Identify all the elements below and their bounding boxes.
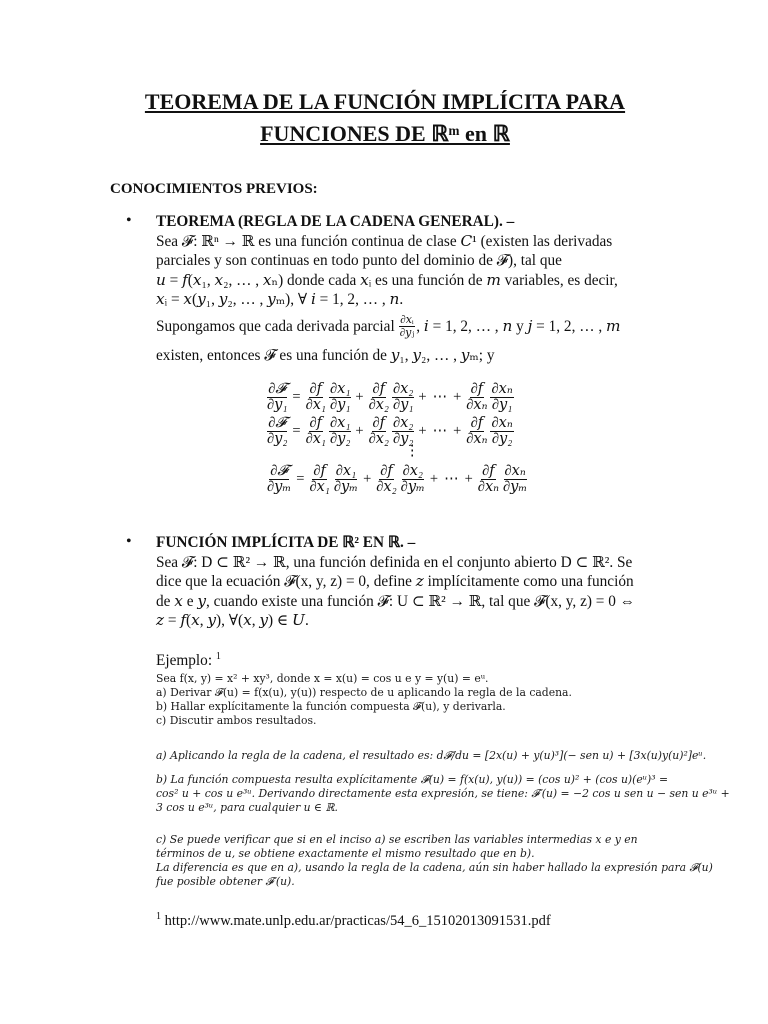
chain-rule-theorem xyxy=(156,212,656,310)
example-answer-a: a) Aplicando la regla de la cadena, el resultado es: d𝓕/du = [2x(u) + y(u)³](− sen u) + [3x(u)y(u)²]eᵘ. xyxy=(156,749,707,762)
implicit-heading: FUNCIÓN IMPLÍCITA DE ℝ² EN ℝ. – xyxy=(156,534,416,551)
partial-fraction: $\frac{\text{∂𝑥ᵢ}}{\text{∂𝑦ⱼ}}$ xyxy=(399,314,415,339)
equation-row-m: $\frac{\text{∂𝓕}}{\text{∂𝑦ₘ}}$ = $\frac{\text{∂𝑓}}{\text{∂𝑥₁}}$ $\frac{\text{∂𝑥₁}}{\text{∂𝑦ₘ}}$ + $\frac{\text{∂𝑓}}{\text{∂𝑥₂}}$ $\frac{\text{∂𝑥₂}}{\text{∂𝑦ₘ}}$ + ⋯ + $\frac{\text{∂𝑓}}{\text{∂𝑥ₙ}}$ $\frac{\text{∂𝑥ₙ}}{\text{∂𝑦ₘ}}$ xyxy=(267,462,528,495)
implicit-line-4: 𝑧 = 𝑓(𝑥, 𝑦), ∀(𝑥, 𝑦) ∈ 𝑈. xyxy=(156,612,309,630)
chain-rule-line-1: Sea 𝓕: ℝⁿ → ℝ es una función continua de clase 𝐶¹ (existen las derivadas xyxy=(156,232,613,250)
implicit-line-1: Sea 𝓕: D ⊂ ℝ² → ℝ, una función definida en el conjunto abierto D ⊂ ℝ². Se xyxy=(156,553,633,571)
chain-rule-heading: TEOREMA (REGLA DE LA CADENA GENERAL). – xyxy=(156,213,515,230)
title-line-1: TEOREMA DE LA FUNCIÓN IMPLÍCITA PARA xyxy=(144,89,626,114)
equation-row-1: $\frac{\text{∂𝓕}}{\text{∂𝑦₁}}$ = $\frac{\text{∂𝑓}}{\text{∂𝑥₁}}$ $\frac{\text{∂𝑥₁}}{\text{∂𝑦₁}}$ + $\frac{\text{∂𝑓}}{\text{∂𝑥₂}}$ $\frac{\text{∂𝑥₂}}{\text{∂𝑦₁}}$ + ⋯ + $\frac{\text{∂𝑓}}{\text{∂𝑥ₙ}}$ $\frac{\text{∂𝑥ₙ}}{\text{∂𝑦₁}}$ xyxy=(267,380,513,413)
bullet-2: • xyxy=(126,533,132,550)
implicit-function-definition xyxy=(156,533,656,631)
document-title xyxy=(90,86,680,150)
chain-rule-equations xyxy=(265,380,565,496)
example-label: Ejemplo: $^1$ xyxy=(156,651,221,670)
chain-rule-line-4: 𝑥ᵢ = 𝑥(𝑦₁, 𝑦₂, … , 𝑦ₘ), ∀ 𝑖 = 1, 2, … , 𝑛. xyxy=(156,291,404,309)
example-statement: Sea f(x, y) = x² + xy³, donde x = x(u) = cos u e y = y(u) = eᵘ. a) Derivar 𝓕(u) = f(x(u), y(u)) respecto de u aplicando la regla de la cadena. b) Hallar explícitamente la función compuesta 𝓕(u), y derivarla. c) Discutir ambos resultados. xyxy=(156,672,572,727)
equation-row-2: $\frac{\text{∂𝓕}}{\text{∂𝑦₂}}$ = $\frac{\text{∂𝑓}}{\text{∂𝑥₁}}$ $\frac{\text{∂𝑥₁}}{\text{∂𝑦₂}}$ + $\frac{\text{∂𝑓}}{\text{∂𝑥₂}}$ $\frac{\text{∂𝑥₂}}{\text{∂𝑦₂}}$ + ⋯ + $\frac{\text{∂𝑓}}{\text{∂𝑥ₙ}}$ $\frac{\text{∂𝑥ₙ}}{\text{∂𝑦₂}}$ xyxy=(267,414,513,447)
example-footnote-mark: 1 xyxy=(215,651,221,662)
bullet-1: • xyxy=(126,212,132,229)
footnote-link[interactable]: http://www.mate.unlp.edu.ar/practicas/54_6_15102013091531.pdf xyxy=(161,912,551,929)
chain-rule-line-2: parciales y son continuas en todo punto del dominio de 𝓕), tal que xyxy=(156,252,562,270)
implicit-line-2: dice que la ecuación 𝓕(x, y, z) = 0, define 𝑧 implícitamente como una función xyxy=(156,573,634,591)
chain-rule-line-3: 𝑢 = 𝑓(𝑥₁, 𝑥₂, … , 𝑥ₙ) donde cada 𝑥ᵢ es una función de 𝑚 variables, es decir, xyxy=(156,271,618,289)
implicit-line-3: de 𝑥 e 𝑦, cuando existe una función 𝓕: U ⊂ ℝ² → ℝ, tal que 𝓕(x, y, z) = 0 ⇔ xyxy=(156,592,635,610)
title-line-2: FUNCIONES DE ℝᵐ en ℝ xyxy=(260,121,510,146)
footnote xyxy=(156,911,551,930)
example-answer-b: b) La función compuesta resulta explícitamente 𝓕(u) = f(x(u), y(u)) = (cos u)² + (cos u)(eᵘ)³ = cos² u + cos u e³ᵘ. Derivando directamente esta expresión, se tiene: 𝓕′(u) = −2 cos u sen u − sen u e³ᵘ + 3 cos u e³ᵘ, para cualquier u ∈ ℝ. xyxy=(156,773,730,814)
section-heading: CONOCIMIENTOS PREVIOS: xyxy=(110,181,318,197)
existence-line: existen, entonces 𝓕 es una función de 𝑦₁, 𝑦₂, … , 𝑦ₘ; y xyxy=(156,347,495,364)
partial-suffix: , 𝑖 = 1, 2, … , 𝑛 y 𝑗 = 1, 2, … , 𝑚 xyxy=(416,317,621,335)
vertical-dots: ⋮ xyxy=(405,443,420,459)
footnote-mark: 1 xyxy=(156,911,161,922)
partial-prefix: Supongamos que cada derivada parcial xyxy=(156,317,395,335)
partial-derivative-line xyxy=(156,314,656,339)
example-answer-c: c) Se puede verificar que si en el inciso a) se escriben las variables intermedias x e y en términos de u, se obtiene exactamente el mismo resultado que en b). La diferencia es que en a), usando la regla de la cadena, aún sin haber hallado la expresión para 𝓕(u) fue posible obtener 𝓕′(u). xyxy=(156,833,713,888)
